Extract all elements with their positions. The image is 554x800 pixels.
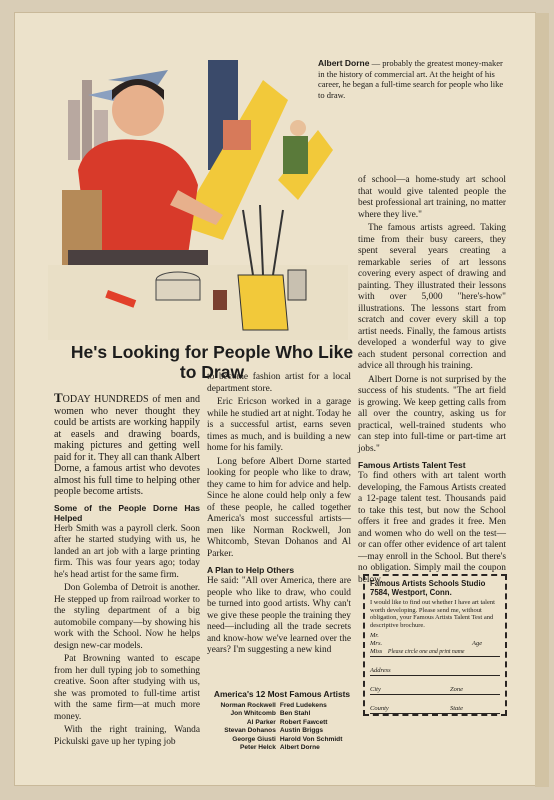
- title-miss[interactable]: Miss: [370, 647, 383, 655]
- table-row: [210, 702, 354, 711]
- zone-label: Zone: [450, 686, 463, 694]
- artists-title: America's 12 Most Famous Artists: [213, 689, 351, 699]
- state-label: State: [450, 705, 463, 713]
- paragraph: Pat Browning wanted to escape from her dull typing job to something creative. Soon after studying with us, she was promoted to full-time artist with the same firm—at much more money.: [54, 654, 200, 722]
- artist-name: Austin Briggs: [279, 727, 324, 735]
- artist-name: Ben Stahl: [279, 710, 311, 718]
- artist-name: Peter Helck: [239, 744, 276, 752]
- paragraph: He said: "All over America, there are people who like to draw, who could be turned into good artists. Why can't we give these people the training they need—including all the trade secrets and know-how we've learned over the years? I'm suggesting a new kind: [207, 576, 351, 655]
- paragraph: With the right training, Wanda Pickulski gave up her typing job: [54, 725, 200, 747]
- city-label: City: [370, 686, 381, 694]
- lead-text: ODAY HUNDREDS of men and women who never thought they could be artists are working happily at easels and drawing boards, making pictures and getting well paid for it. They all can thank Albert Dorne, a famous artist who devotes almost his full time to helping other people become artists.: [54, 394, 200, 497]
- title-mr[interactable]: Mr.: [370, 632, 379, 640]
- age-label: Age: [472, 639, 483, 647]
- table-row: [210, 736, 354, 745]
- artist-name: Robert Fawcett: [279, 718, 328, 726]
- city-zone-field[interactable]: [370, 686, 500, 695]
- county-label: County: [370, 705, 389, 713]
- coupon-title: Famous Artists Schools Studio 7584, Westport, Conn.: [370, 579, 486, 597]
- column-2: [207, 372, 351, 659]
- subhead-talent-test: Famous Artists Talent Test: [358, 460, 466, 470]
- caption-text: — probably the greatest money-maker in the history of commercial art. At the height of his career, he began a full-time search for people who like to draw.: [318, 58, 504, 100]
- column-1: [54, 392, 200, 750]
- artist-illustration: [48, 40, 348, 340]
- county-state-field[interactable]: [370, 705, 500, 714]
- caption-name: Albert Dorne: [318, 58, 370, 68]
- title-mrs[interactable]: Mrs.: [370, 639, 383, 647]
- paragraph: Long before Albert Dorne started looking for people who like to draw, they came to him for advice and help. Since he alone could help only a few of these people, he called together America's most successful artists—men like Norman Rockwell, Jon Whitcomb, Stevan Dohanos and Al Parker.: [207, 456, 351, 559]
- artists-table: [210, 702, 354, 753]
- lead-paragraph: [54, 392, 200, 498]
- address-label: Address: [370, 667, 391, 675]
- coupon-body: I would like to find out whether I have art talent worth developing. Please send me, without obligation, your Famous Artists Talent Test and descriptive brochure.: [370, 599, 495, 629]
- paragraph: Herb Smith was a payroll clerk. Soon after he started studying with us, he landed an art job with a large printing firm. This was four years ago; today he's head artist for the same firm.: [54, 523, 200, 580]
- artist-name: Jon Whitcomb: [230, 710, 276, 718]
- artist-name: Norman Rockwell: [220, 701, 276, 709]
- name-row: [370, 632, 500, 657]
- table-row: [210, 710, 354, 719]
- artist-name: Al Parker: [246, 718, 276, 726]
- mail-in-coupon[interactable]: [363, 574, 507, 716]
- artist-name: Harold Von Schmidt: [279, 735, 343, 743]
- drop-cap: T: [54, 390, 63, 405]
- circle-instruction: Please circle one and print name: [387, 648, 465, 655]
- table-row: [210, 719, 354, 728]
- illustration-caption: [318, 58, 510, 100]
- paragraph: Eric Ericson worked in a garage while he studied art at night. Today he is a successful artist, earns seven times as much, and is building a new home for his family.: [207, 397, 351, 453]
- artist-name: Albert Dorne: [279, 744, 320, 752]
- address-field[interactable]: [370, 667, 500, 676]
- artist-name: Fred Ludekens: [279, 701, 327, 709]
- table-row: [210, 727, 354, 736]
- artist-name: Stevan Dohanos: [224, 727, 276, 735]
- headline: He's Looking for People Who Like to Draw: [70, 342, 354, 382]
- famous-artists-list: [210, 690, 354, 753]
- paragraph: to become fashion artist for a local department store.: [207, 372, 351, 394]
- subhead-people-helped: Some of the People Dorne Has Helped: [54, 502, 200, 523]
- subhead-plan: A Plan to Help Others: [207, 565, 295, 575]
- paragraph: Don Golemba of Detroit is another. He stepped up from railroad worker to the styling department of a big automobile company—by showing his work with the School. Now he helps design new-car models.: [54, 583, 200, 651]
- paragraph: of school—a home-study art school that would give talented people the best professional art training, no matter where they live.": [358, 175, 506, 220]
- artist-name: George Giusti: [232, 735, 276, 743]
- paragraph: Albert Dorne is not surprised by the success of his students. "The art field is growing. We keep getting calls from all over the country, asking us for practical, well-trained students who can step into full-time or part-time art jobs.": [358, 374, 506, 454]
- column-3: [358, 175, 506, 588]
- paragraph: The famous artists agreed. Taking time from their busy careers, they spent several years creating a remarkable series of art lessons covering every aspect of drawing and painting. They illustrated their lessons with over 5,000 "here's-how" illustrations. The lessons start from scratch and cover every skill a top artist needs. Finally, the famous artists developed a wonderful way to give each student personal correction and advice all through his training.: [358, 223, 506, 371]
- paragraph: To find others with art talent worth developing, the Famous Artists created a 12-page talent test. Thousands paid to take this test, but now the School offers it free and grades it free. Men and women who do well on the test—or can offer other evidence of art talent—may enroll in the School. But there's no obligation. Simply mail the coupon below.: [358, 471, 506, 585]
- table-row: [210, 744, 354, 753]
